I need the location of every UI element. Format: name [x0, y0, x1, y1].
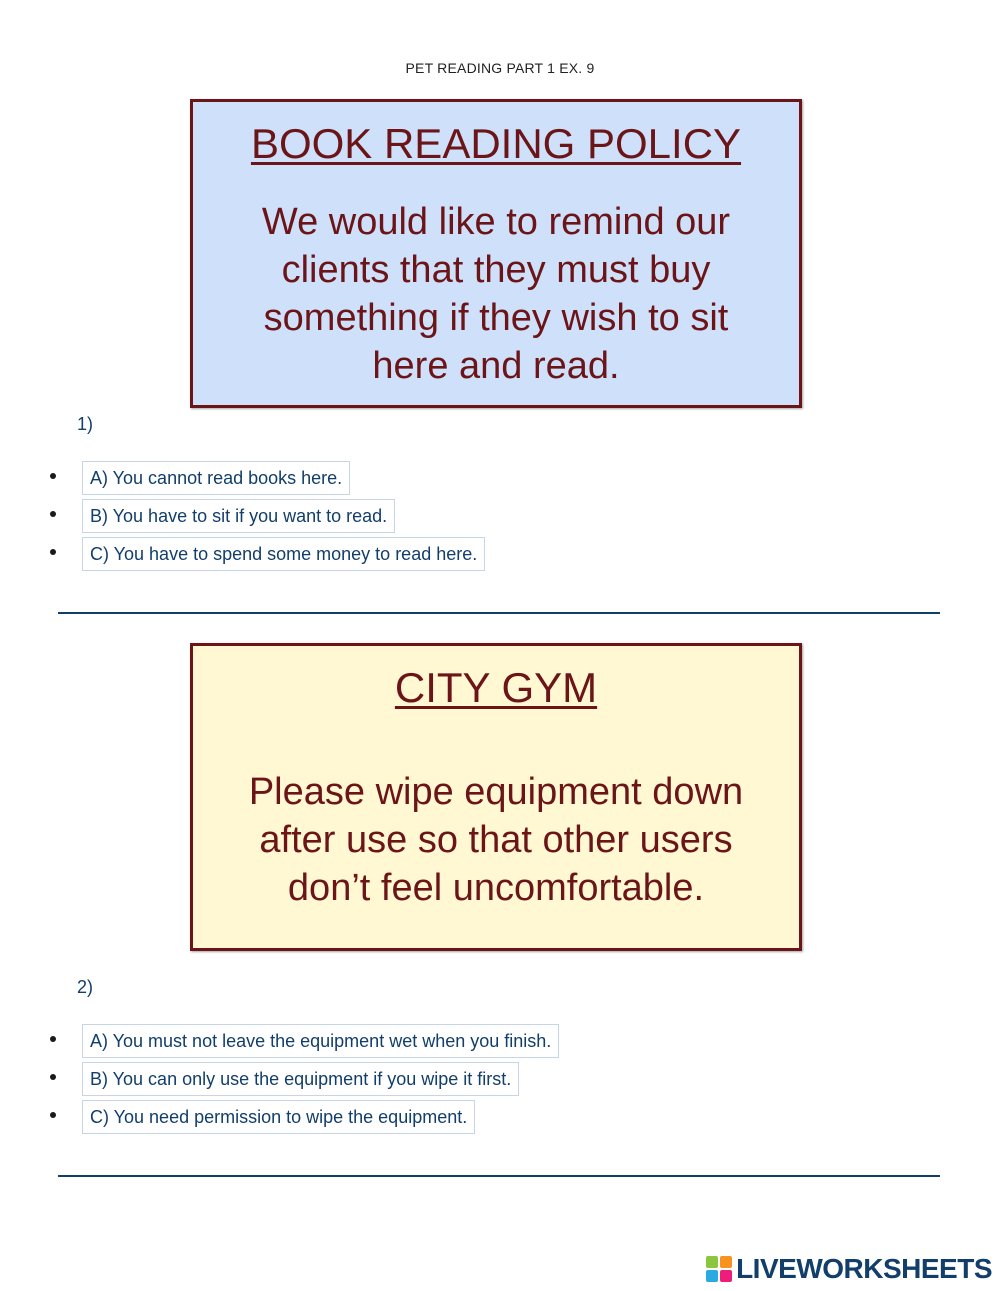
sign-body: Please wipe equipment down after use so that other users don’t feel uncomfortable. — [248, 771, 744, 909]
answer-option-c[interactable]: C) You need permission to wipe the equipment. — [82, 1100, 475, 1134]
bullet-icon — [50, 1112, 56, 1118]
logo-square-pink — [720, 1270, 732, 1282]
logo-square-orange — [720, 1256, 732, 1268]
brand-name: LIVEWORKSHEETS — [736, 1253, 992, 1284]
answer-option-a[interactable]: A) You must not leave the equipment wet when you finish. — [82, 1024, 559, 1058]
bullet-icon — [50, 473, 56, 479]
question-number: 2) — [77, 977, 94, 997]
sign-body: We would like to remind our clients that they must buy something if they wish to sit here and read. — [261, 201, 731, 387]
city-gym-sign — [190, 643, 802, 951]
answer-option-c[interactable]: C) You have to spend some money to read here. — [82, 537, 485, 571]
page-title: PET READING PART 1 EX. 9 — [405, 60, 595, 76]
sign-title: CITY GYM — [394, 664, 598, 711]
sign-title: BOOK READING POLICY — [250, 120, 742, 167]
bullet-icon — [50, 511, 56, 517]
question-number: 1) — [77, 414, 94, 434]
answer-option-a[interactable]: A) You cannot read books here. — [82, 461, 350, 495]
bullet-icon — [50, 549, 56, 555]
section-divider — [58, 1175, 940, 1177]
bullet-icon — [50, 1074, 56, 1080]
liveworksheets-brand[interactable] — [706, 1253, 992, 1285]
bullet-icon — [50, 1036, 56, 1042]
liveworksheets-logo-icon — [706, 1256, 732, 1282]
answer-option-b[interactable]: B) You have to sit if you want to read. — [82, 499, 395, 533]
answer-option-b[interactable]: B) You can only use the equipment if you wipe it first. — [82, 1062, 519, 1096]
logo-square-green — [706, 1256, 718, 1268]
book-reading-policy-sign — [190, 99, 802, 408]
logo-square-blue — [706, 1270, 718, 1282]
section-divider — [58, 612, 940, 614]
